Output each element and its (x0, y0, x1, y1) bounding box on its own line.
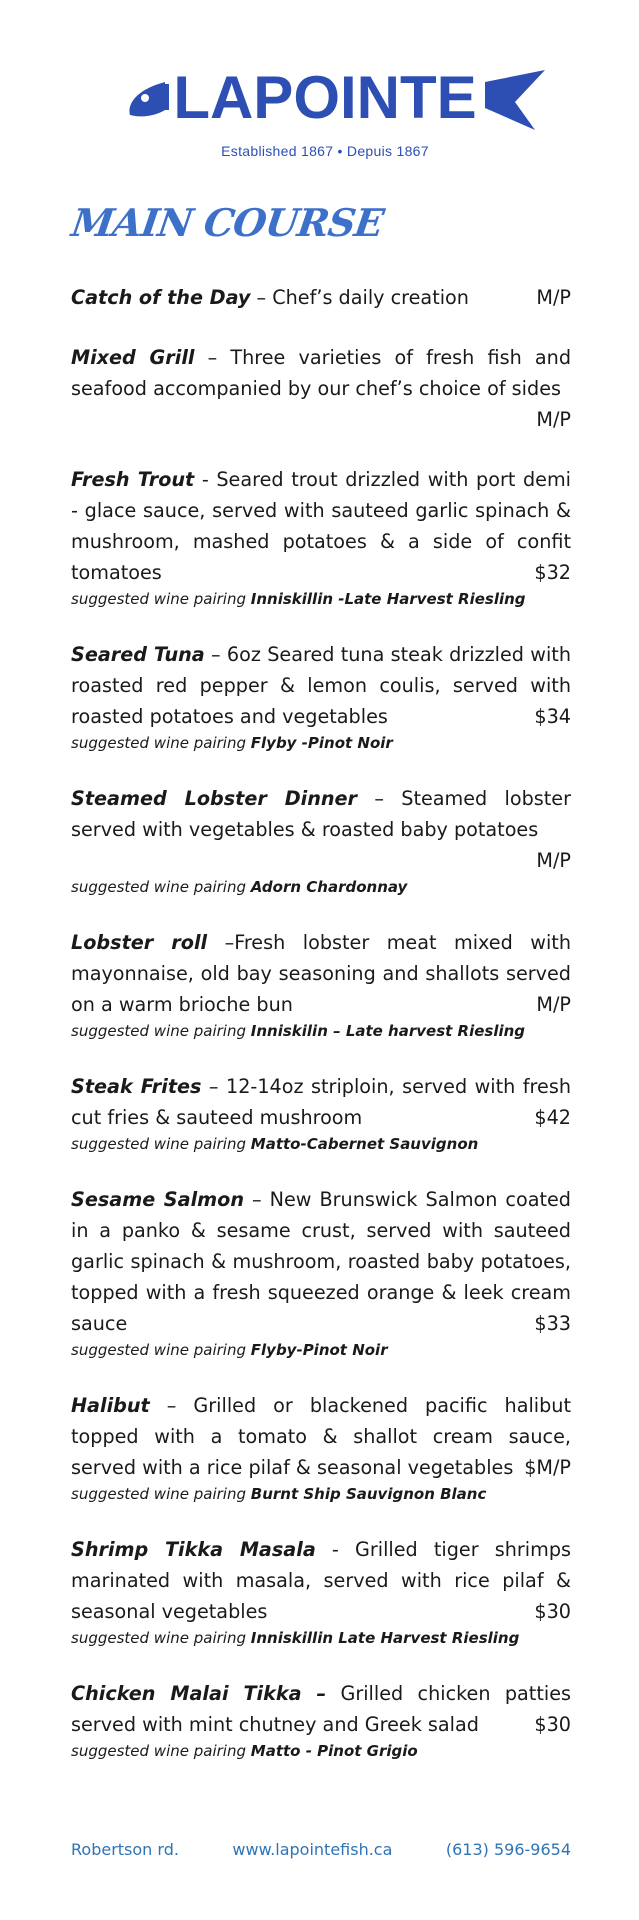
wine-pairing (71, 588, 571, 610)
menu-item (71, 783, 571, 898)
wine-pairing (71, 1339, 571, 1361)
menu-item-name: Halibut (71, 1394, 150, 1417)
wine-pairing (71, 1740, 571, 1762)
menu-item-name: Steamed Lobster Dinner (71, 787, 358, 810)
menu-item (71, 1071, 571, 1155)
wine-pairing-label: suggested wine pairing (71, 734, 246, 752)
wine-name: Flyby -Pinot Noir (250, 734, 393, 752)
menu-item-price: $30 (534, 1600, 571, 1623)
footer-address: Robertson rd. (71, 1840, 179, 1859)
menu-item-description: – Grilled or blackened pacific halibut topped with a tomato & shallot cream sauce, served with a rice pilaf & seasonal vegetables (71, 1394, 571, 1479)
menu-item (71, 1678, 571, 1762)
menu-item-description: –Fresh lobster meat mixed with mayonnaise, old bay seasoning and shallots served on a warm brioche bun (71, 931, 571, 1016)
menu-item-price: M/P (536, 849, 571, 872)
menu-item (71, 282, 571, 313)
menu-item-name: Steak Frites (71, 1075, 202, 1098)
menu-item (71, 342, 571, 435)
wine-name: Matto - Pinot Grigio (250, 1742, 418, 1760)
menu-item-name: Catch of the Day (71, 286, 251, 309)
menu-item-price: $30 (534, 1713, 571, 1736)
menu-item-name: Mixed Grill (71, 346, 195, 369)
menu-item-description: Grilled chicken patties served with mint chutney and Greek salad (71, 1682, 571, 1736)
wine-name: Flyby-Pinot Noir (250, 1341, 388, 1359)
footer (71, 1840, 571, 1859)
wine-pairing-label: suggested wine pairing (71, 1135, 246, 1153)
wine-pairing-label: suggested wine pairing (71, 1629, 246, 1647)
wine-name: Adorn Chardonnay (250, 878, 408, 896)
menu-item-line (71, 783, 572, 872)
wine-pairing-label: suggested wine pairing (71, 878, 246, 896)
menu-item (71, 1534, 571, 1649)
logo-wordmark: LAPOINTE (173, 64, 477, 131)
menu-item-price: M/P (536, 286, 571, 309)
menu-item-line (71, 927, 571, 1020)
menu-item-price: M/P (536, 408, 571, 431)
menu-item-price: $32 (534, 561, 571, 584)
menu-item (71, 1184, 571, 1361)
menu-item-line (71, 1534, 571, 1627)
menu-item (71, 464, 571, 610)
menu-item (71, 927, 571, 1042)
footer-website[interactable]: www.lapointefish.ca (232, 1840, 393, 1859)
wine-pairing-label: suggested wine pairing (71, 1022, 246, 1040)
menu-item-name: Fresh Trout (71, 468, 195, 491)
menu-item-description: – New Brunswick Salmon coated in a panko & sesame crust, served with sauteed garlic spinach & mushroom, roasted baby potatoes, topped with a fresh squeezed orange & leek cream sauce (71, 1188, 571, 1335)
menu-item-description: - Grilled tiger shrimps marinated with masala, served with rice pilaf & seasonal vegetables (71, 1538, 571, 1623)
logo (105, 60, 545, 170)
wine-pairing (71, 876, 571, 898)
menu-item-line (71, 1071, 571, 1133)
wine-pairing-label: suggested wine pairing (71, 590, 246, 608)
menu-item-price: $42 (534, 1106, 571, 1129)
menu-item-name: Chicken Malai Tikka – (71, 1682, 327, 1705)
wine-pairing-label: suggested wine pairing (71, 1742, 246, 1760)
wine-pairing (71, 1627, 571, 1649)
menu-item-name: Sesame Salmon (71, 1188, 244, 1211)
menu-list (71, 282, 571, 1791)
menu-item (71, 1390, 571, 1505)
menu-item-line (71, 1184, 571, 1339)
wine-pairing-label: suggested wine pairing (71, 1341, 246, 1359)
wine-name: Matto-Cabernet Sauvignon (250, 1135, 479, 1153)
wine-pairing (71, 1483, 571, 1505)
footer-phone[interactable]: (613) 596-9654 (445, 1840, 571, 1859)
menu-item-name: Shrimp Tikka Masala (71, 1538, 316, 1561)
menu-item-line (71, 342, 571, 431)
menu-item-description: - Seared trout drizzled with port demi - glace sauce, served with sauteed garlic spinach & mushroom, mashed potatoes & a side of confit tomatoes (71, 468, 571, 584)
logo-tagline: Established 1867 • Depuis 1867 (221, 143, 429, 159)
wine-pairing-label: suggested wine pairing (71, 1485, 246, 1503)
menu-item-line (71, 464, 571, 588)
menu-item-price: $M/P (524, 1456, 571, 1479)
menu-item-line (71, 1390, 571, 1483)
menu-item-line (71, 639, 571, 732)
menu-item-name: Lobster roll (71, 931, 208, 954)
menu-item-name: Seared Tuna (71, 643, 205, 666)
menu-item-line (71, 282, 571, 313)
menu-item-description: – 12-14oz striploin, served with fresh cut fries & sauteed mushroom (71, 1075, 571, 1129)
menu-item-price: $33 (534, 1312, 571, 1335)
wine-pairing (71, 1133, 571, 1155)
menu-item-description: – Three varieties of fresh fish and seafood accompanied by our chef’s choice of sides (71, 346, 571, 400)
wine-name: Burnt Ship Sauvignon Blanc (250, 1485, 487, 1503)
wine-name: Inniskillin Late Harvest Riesling (250, 1629, 520, 1647)
wine-pairing (71, 732, 571, 754)
wine-pairing (71, 1020, 571, 1042)
menu-item-price: M/P (536, 993, 571, 1016)
menu-item-description: – Chef’s daily creation (250, 286, 469, 309)
wine-name: Inniskillin -Late Harvest Riesling (250, 590, 526, 608)
menu-item (71, 639, 571, 754)
menu-item-price: $34 (534, 705, 571, 728)
wine-name: Inniskilin – Late harvest Riesling (250, 1022, 526, 1040)
menu-item-description: – Steamed lobster served with vegetables & roasted baby potatoes (71, 787, 572, 841)
menu-item-line (71, 1678, 571, 1740)
section-title: MAIN COURSE (68, 200, 386, 245)
menu-item-description: – 6oz Seared tuna steak drizzled with roasted red pepper & lemon coulis, served with roasted potatoes and vegetables (71, 643, 571, 728)
